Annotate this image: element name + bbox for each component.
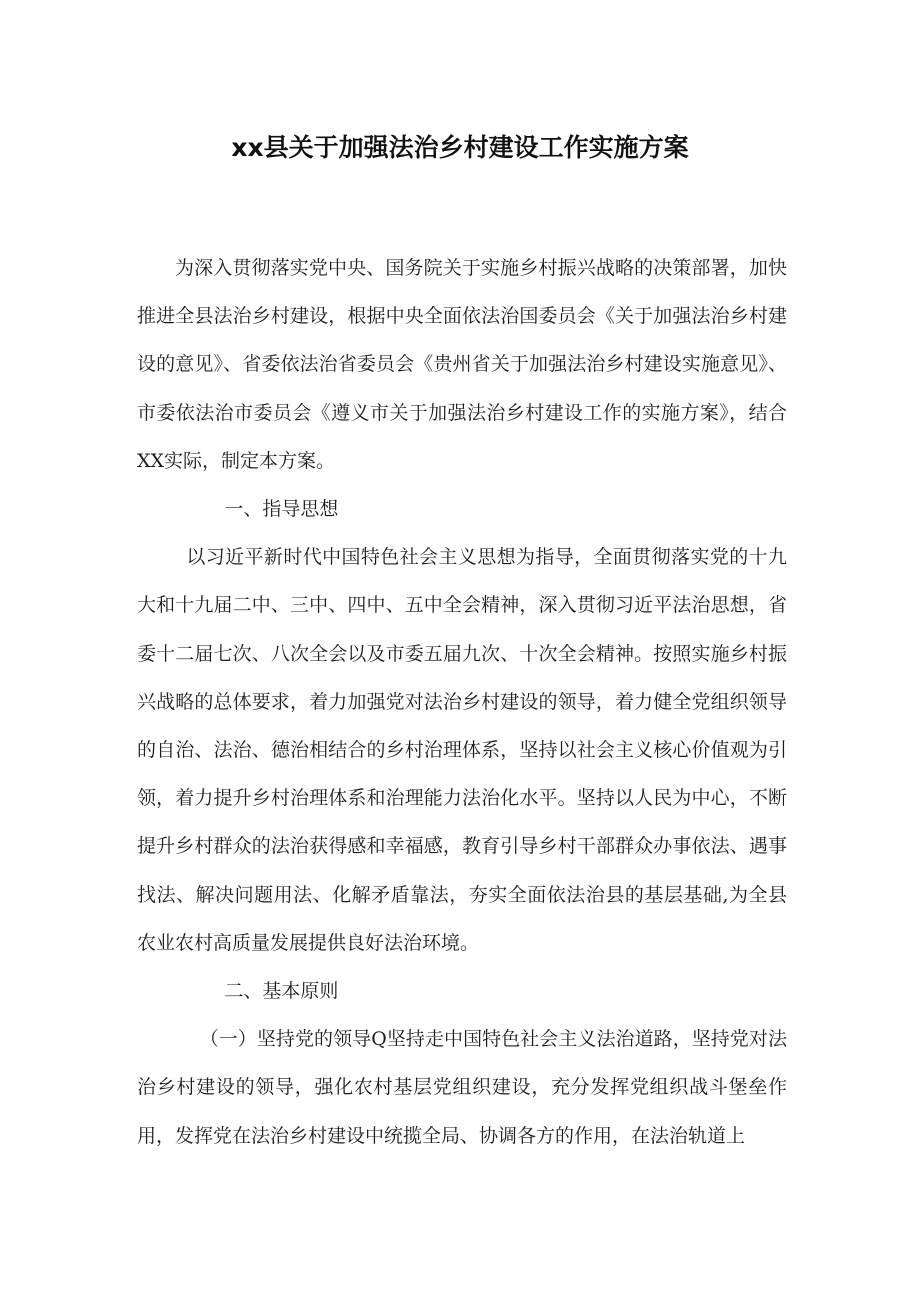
document-body	[137, 244, 787, 1160]
section-heading-basic-principles: 二、基本原则	[224, 980, 339, 1003]
principle-paragraph-1: （一）坚持党的领导Q坚持走中国特色社会主义法治道路，坚持党对法治乡村建设的领导，强化农村基层党组织建设，充分发挥党组织战斗堡垒作用，发挥党在法治乡村建设中统揽全局、协调各方的作用，在法治轨道上	[137, 1028, 787, 1147]
document-title: xx县关于加强法治乡村建设工作实施方案	[231, 133, 689, 162]
guiding-ideology-paragraph: 以习近平新时代中国特色社会主义思想为指导，全面贯彻落实党的十九大和十九届二中、三中、四中、五中全会精神，深入贯彻习近平法治思想，省委十二届七次、八次全会以及市委五届九次、十次全会精神。按照实施乡村振兴战略的总体要求，着力加强党对法治乡村建设的领导，着力健全党组织领导的自治、法治、德治相结合的乡村治理体系，坚持以社会主义核心价值观为引领，着力提升乡村治理体系和治理能力法治化水平。坚持以人民为中心，不断提升乡村群众的法治获得感和幸福感，教育引导乡村干部群众办事依法、遇事找法、解决问题用法、化解矛盾靠法，夯实全面依法治县的基层基础,为全县农业农村高质量发展提供良好法治环境。	[137, 546, 787, 954]
section-heading-guiding-ideology: 一、指导思想	[224, 498, 339, 521]
intro-paragraph: 为深入贯彻落实党中央、国务院关于实施乡村振兴战略的决策部署，加快推进全县法治乡村建设，根据中央全面依法治国委员会《关于加强法治乡村建设的意见》、省委依法治省委员会《贵州省关于加强法治乡村建设实施意见》、市委依法治市委员会《遵义市关于加强法治乡村建设工作的实施方案》，结合XX实际，制定本方案。	[137, 257, 787, 472]
